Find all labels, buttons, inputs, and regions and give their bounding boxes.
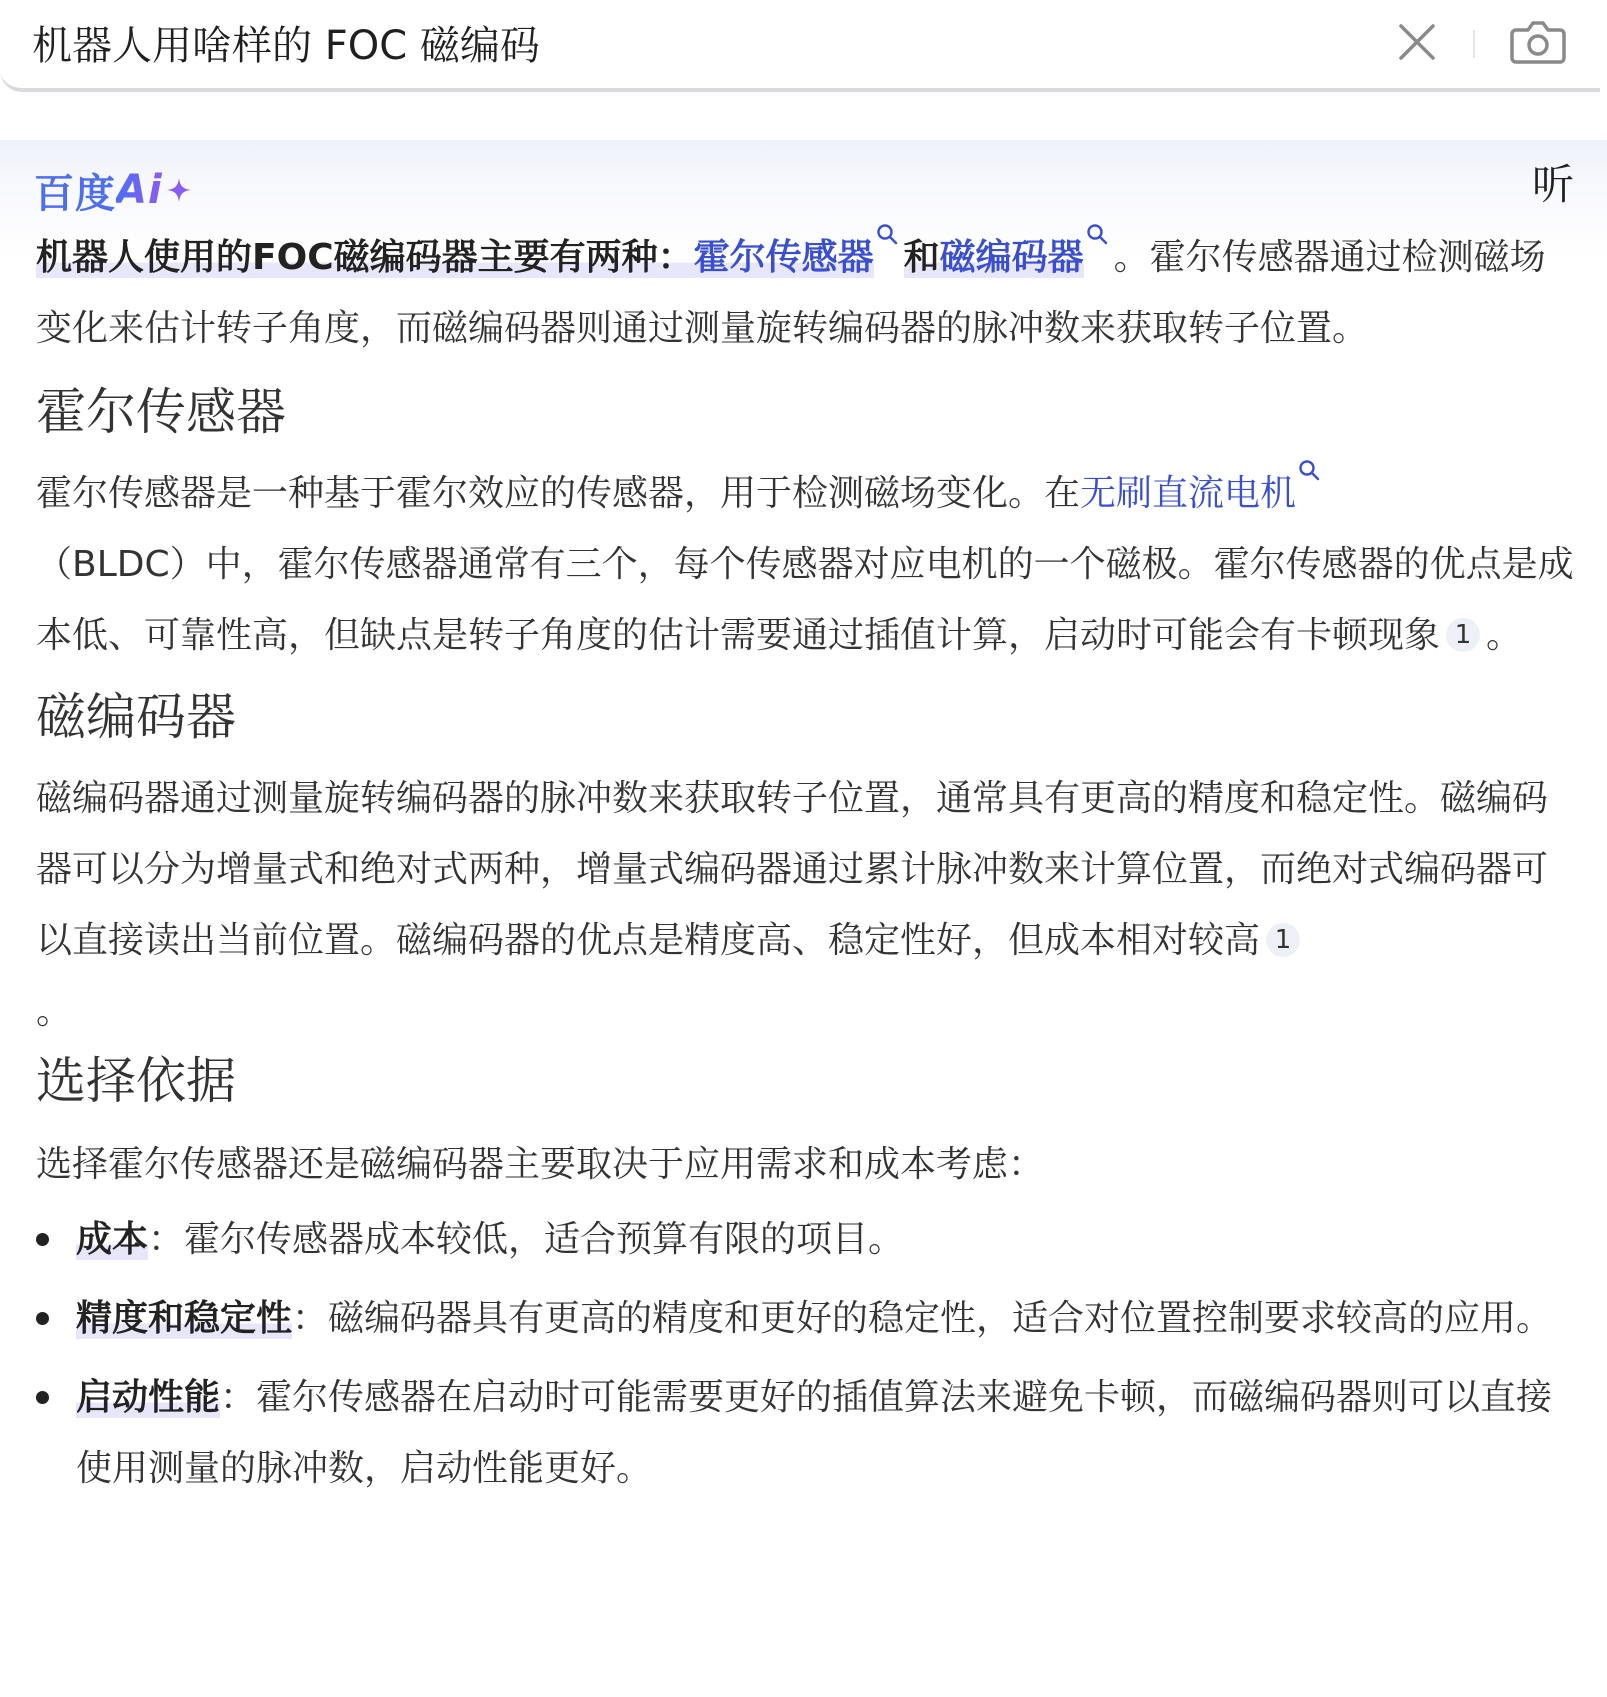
list-item-sep: ： <box>220 1377 257 1418</box>
section-heading-encoder: 磁编码器 <box>36 688 236 746</box>
section-paragraph-encoder <box>36 763 1576 1047</box>
intro-bold-text: 机器人使用的FOC磁编码器主要有两种： <box>36 237 694 278</box>
section-heading-selection: 选择依据 <box>36 1052 236 1110</box>
list-item-sep: ： <box>292 1298 329 1339</box>
search-icon[interactable] <box>1298 459 1320 481</box>
intro-paragraph <box>36 222 1576 364</box>
intro-and-text: 和 <box>903 237 940 278</box>
hall-text-end: 。 <box>1486 615 1523 656</box>
selection-list <box>36 1204 1576 1504</box>
list-item <box>36 1362 1576 1504</box>
bullet-icon <box>36 1233 49 1246</box>
search-icon[interactable] <box>1086 223 1108 245</box>
list-item-term: 精度和稳定性 <box>76 1298 293 1339</box>
magnetic-encoder-link[interactable]: 磁编码器 <box>939 237 1084 278</box>
selection-intro: 选择霍尔传感器还是磁编码器主要取决于应用需求和成本考虑： <box>36 1144 1045 1185</box>
hall-sensor-link[interactable]: 霍尔传感器 <box>693 237 874 278</box>
encoder-text-end: 。 <box>36 991 73 1032</box>
list-item-term: 成本 <box>76 1219 149 1260</box>
encoder-text: 磁编码器通过测量旋转编码器的脉冲数来获取转子位置，通常具有更高的精度和稳定性。磁编码器可以分为增量式和绝对式两种，增量式编码器通过累计脉冲数来计算位置，而绝对式编码器可以直接读出当前位置。磁编码器的优点是精度高、稳定性好，但成本相对较高 <box>36 778 1549 961</box>
list-item-term: 启动性能 <box>76 1377 221 1418</box>
section-paragraph-hall <box>36 458 1576 671</box>
list-item <box>36 1283 1576 1354</box>
answer-content <box>36 222 1576 1504</box>
listen-button[interactable]: 听 <box>1532 160 1575 209</box>
bldc-motor-link[interactable]: 无刷直流电机 <box>1080 473 1297 514</box>
hall-text-after: （BLDC）中，霍尔传感器通常有三个，每个传感器对应电机的一个磁极。霍尔传感器的优点是成本低、可靠性高，但缺点是转子角度的估计需要通过插值计算，启动时可能会有卡顿现象 <box>36 544 1574 656</box>
citation-badge[interactable]: 1 <box>1446 618 1480 652</box>
list-item-text: 霍尔传感器在启动时可能需要更好的插值算法来避免卡顿，而磁编码器则可以直接使用测量的脉冲数，启动性能更好。 <box>76 1377 1553 1489</box>
camera-icon[interactable] <box>1508 14 1568 70</box>
sparkle-icon <box>165 176 193 204</box>
baidu-ai-logo <box>34 160 193 220</box>
search-bar <box>0 0 1600 92</box>
section-heading-hall: 霍尔传感器 <box>36 383 286 441</box>
bullet-icon <box>36 1391 49 1404</box>
search-input[interactable]: 机器人用啥样的 FOC 磁编码 <box>32 23 540 69</box>
citation-badge[interactable]: 1 <box>1266 923 1300 957</box>
hall-text-before: 霍尔传感器是一种基于霍尔效应的传感器，用于检测磁场变化。在 <box>36 473 1081 514</box>
bullet-icon <box>36 1312 49 1325</box>
intro-rest-text: 。霍尔传感器通过检测磁场变化来估计转子角度，而磁编码器则通过测量旋转编码器的脉冲数来获取转子位置。 <box>36 237 1546 349</box>
ai-answer-card <box>0 140 1607 1697</box>
search-divider <box>1473 30 1475 58</box>
search-icon[interactable] <box>876 223 898 245</box>
list-item <box>36 1204 1576 1275</box>
list-item-text: 磁编码器具有更高的精度和更好的稳定性，适合对位置控制要求较高的应用。 <box>328 1298 1553 1339</box>
list-item-sep: ： <box>148 1219 185 1260</box>
close-icon[interactable] <box>1395 20 1439 64</box>
logo-ai-text: Ai <box>116 167 163 213</box>
logo-text: 百度 <box>34 170 116 217</box>
list-item-text: 霍尔传感器成本较低，适合预算有限的项目。 <box>184 1219 905 1260</box>
